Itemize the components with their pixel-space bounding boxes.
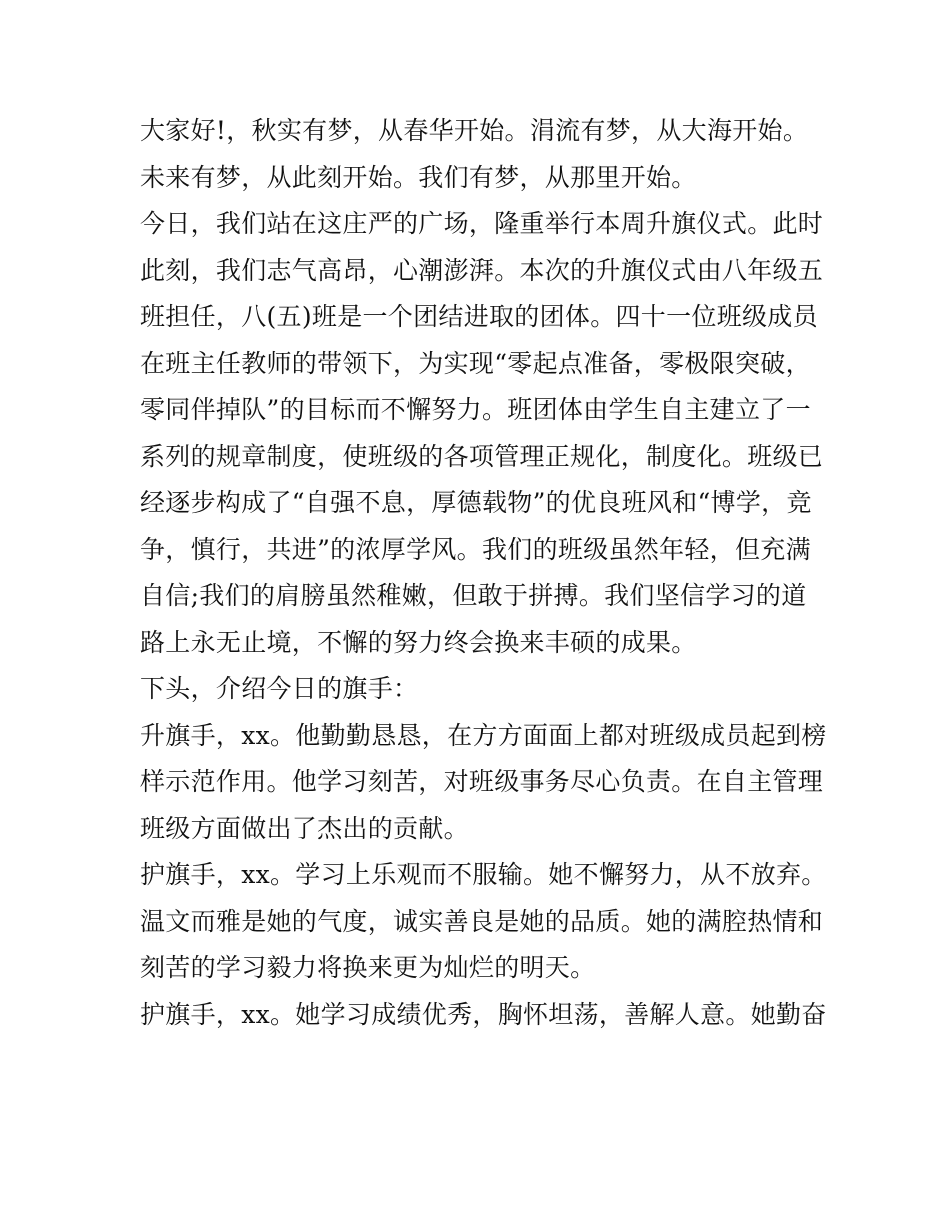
- text-line: 此刻，我们志气高昂，心潮澎湃。本次的升旗仪式由八年级五: [140, 255, 824, 285]
- text-line: 经逐步构成了“自强不息，厚德载物”的优良班风和“博学，竞: [140, 488, 812, 517]
- text-line: 大家好!，秋实有梦，从春华开始。涓流有梦，从大海开始。: [140, 116, 809, 145]
- text-line: 零同伴掉队”的目标而不懈努力。班团体由学生自主建立了一: [140, 395, 811, 424]
- text-line: 温文而雅是她的气度，诚实善良是她的品质。她的满腔热情和: [140, 906, 824, 936]
- text-line: 路上永无止境，不懈的努力终会换来丰硕的成果。: [140, 627, 697, 657]
- text-line: 自信;我们的肩膀虽然稚嫩，但敢于拼搏。我们坚信学习的道: [140, 581, 807, 610]
- text-line: 升旗手，xx。他勤勤恳恳，在方方面面上都对班级成员起到榜: [140, 720, 827, 750]
- speech-text: [140, 108, 827, 1038]
- text-line: 在班主任教师的带领下，为实现“零起点准备，零极限突破，: [140, 348, 811, 378]
- text-line: 下头，介绍今日的旗手：: [140, 674, 419, 703]
- text-line: 未来有梦，从此刻开始。我们有梦，从那里开始。: [140, 162, 697, 192]
- text-line: 护旗手，xx。学习上乐观而不服输。她不懈努力，从不放弃。: [140, 860, 827, 889]
- text-line: 今日，我们站在这庄严的广场，隆重举行本周升旗仪式。此时: [140, 209, 824, 238]
- text-line: 班担任，八(五)班是一个团结进取的团体。四十一位班级成员: [140, 302, 818, 331]
- text-line: 系列的规章制度，使班级的各项管理正规化，制度化。班级已: [140, 441, 824, 471]
- text-line: 样示范作用。他学习刻苦，对班级事务尽心负责。在自主管理: [140, 767, 824, 796]
- text-line: 护旗手，xx。她学习成绩优秀，胸怀坦荡，善解人意。她勤奋: [140, 999, 827, 1029]
- text-line: 刻苦的学习毅力将换来更为灿烂的明天。: [140, 953, 596, 982]
- text-line: 争，慎行，共进”的浓厚学风。我们的班级虽然年轻，但充满: [140, 534, 811, 564]
- text-line: 班级方面做出了杰出的贡献。: [140, 813, 469, 843]
